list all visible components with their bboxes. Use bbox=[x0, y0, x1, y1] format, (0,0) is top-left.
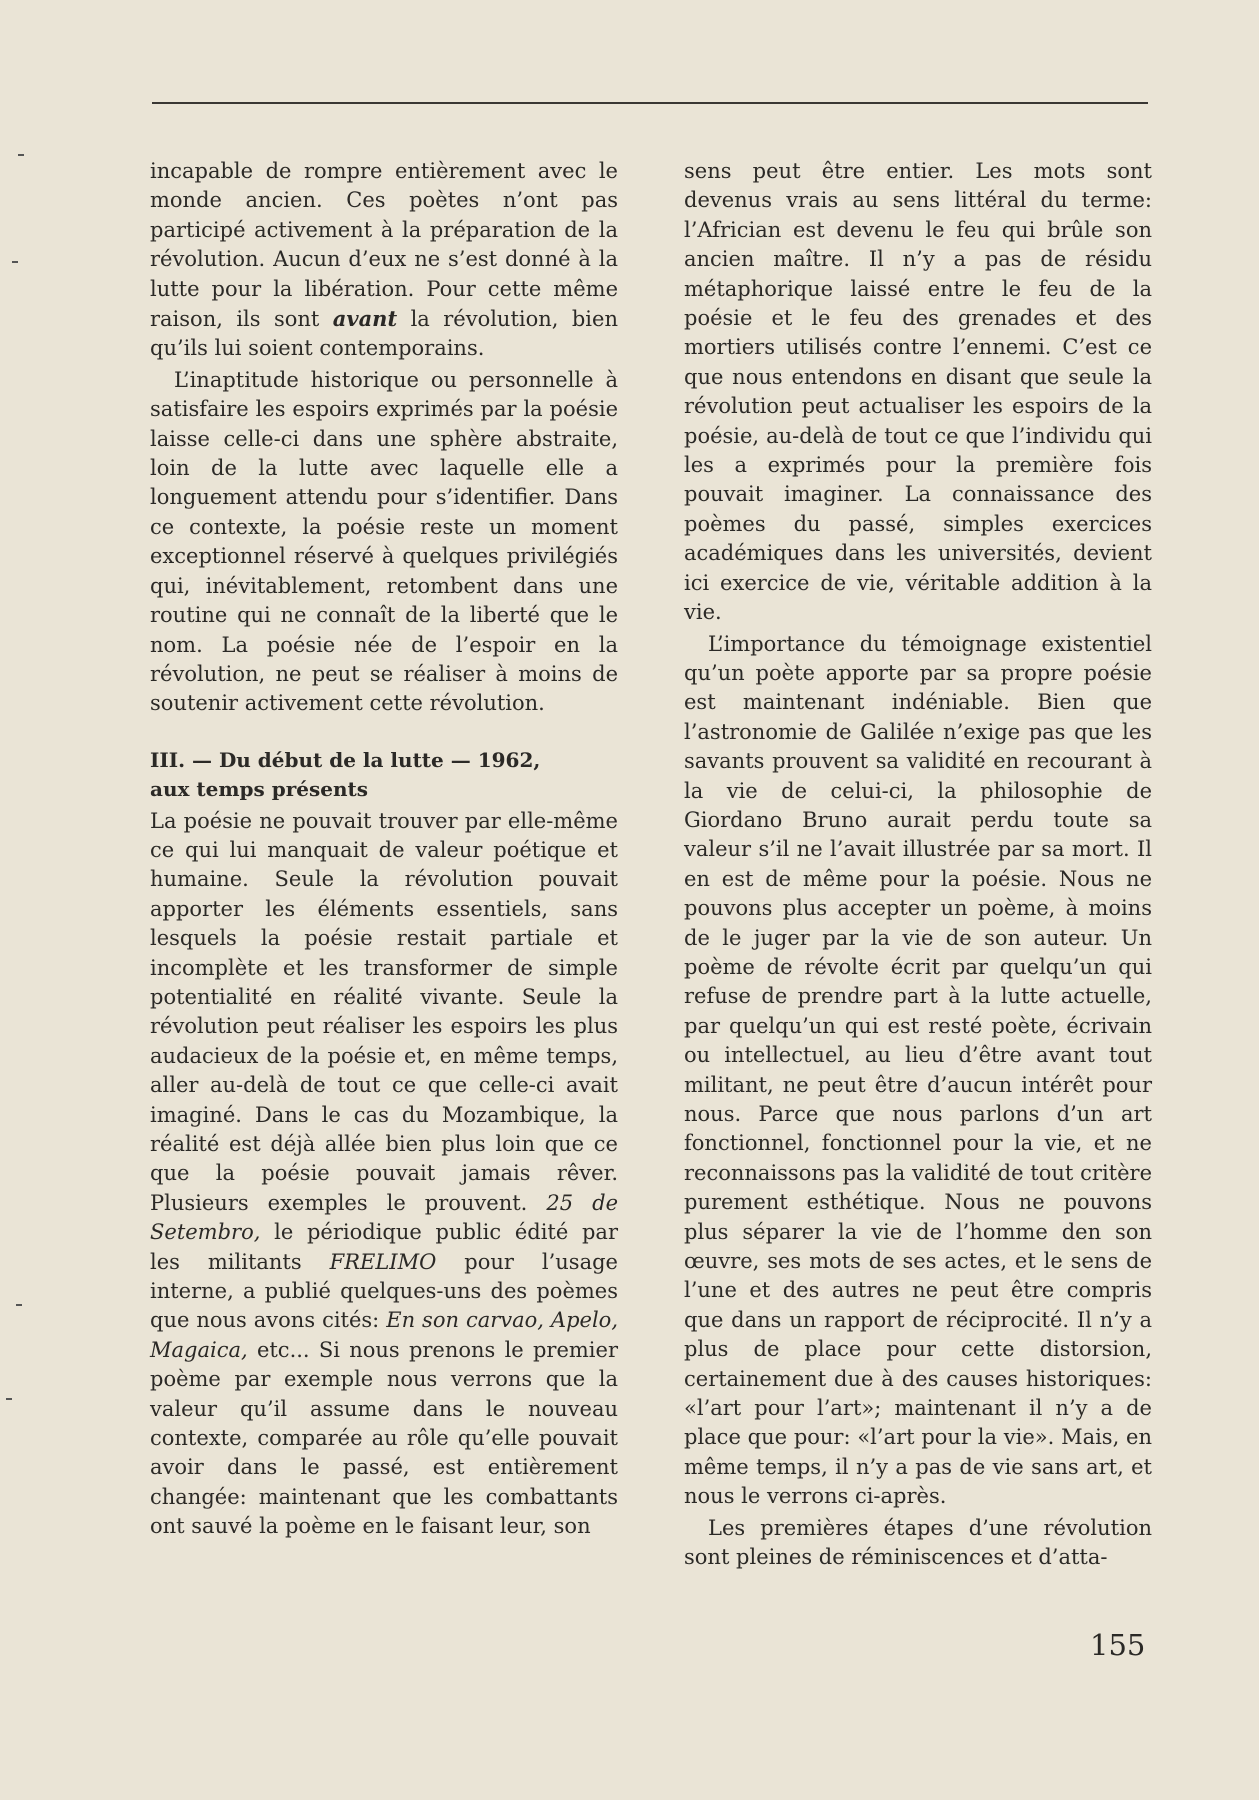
paragraph: incapable de rompre entièrement avec le monde ancien. Ces poètes n’ont pas participé activement à la préparation de la révolution. Aucun d’eux ne s’est donné à la lutte pour la libération. Pour cette même raison, ils sont avant la révolution, bien qu’ils lui soient contemporains. bbox=[150, 159, 618, 361]
emphasis: En son carvao, Apelo, Magaica, bbox=[150, 1308, 618, 1362]
section-heading-line: III. — Du début de la lutte — 1962, bbox=[150, 747, 541, 772]
paragraph: sens peut être entier. Les mots sont devenus vrais au sens littéral du terme: l’Africian est devenu le feu qui brûle son ancien maître. Il n’y a pas de résidu métaphorique laissé entre le feu de la poésie et le feu des grenades et des mortiers utilisés contre l’ennemi. C’est ce que nous entendons en disant que seule la révolution peut actualiser les espoirs de la poésie, au-delà de tout ce que l’individu qui les a exprimés pour la première fois pouvait imaginer. La connaissance des poèmes du passé, simples exercices académiques dans les universités, devient ici exercice de vie, véritable addition à la vie. bbox=[684, 159, 1152, 625]
section-heading bbox=[150, 746, 618, 805]
paragraph: Les premières étapes d’une révolution sont pleines de réminiscences et d’atta- bbox=[684, 1515, 1152, 1570]
header-rule bbox=[152, 102, 1148, 104]
emphasis: 25 de Setembro, bbox=[150, 1190, 618, 1245]
page-number: 155 bbox=[1090, 1628, 1146, 1662]
margin-mark bbox=[12, 261, 18, 263]
margin-mark bbox=[6, 1398, 12, 1400]
paragraph: L’importance du témoignage existentiel qu’un poète apporte par sa propre poésie est maintenant indéniable. Bien que l’astronomie de Galilée n’exige pas que les savants prouvent sa validité en recourant à la vie de celui-ci, la philosophie de Giordano Bruno aurait perdu toute sa valeur s’il ne l’avait illustrée par sa mort. Il en est de même pour la poésie. Nous ne pouvons plus accepter un poème, à moins de le juger par la vie de son auteur. Un poème de révolte écrit par quelqu’un qui refuse de prendre part à la lutte actuelle, par quelqu’un qui est resté poète, écrivain ou intellectuel, au lieu d’être avant tout militant, ne peut être d’aucun intérêt pour nous. Parce que nous parlons d’un art fonctionnel, fonctionnel pour la vie, et ne reconnaissons pas la validité de tout critère purement esthétique. Nous ne pouvons plus séparer la vie de l’homme den son œuvre, ses mots de ses actes, et le sens de l’une et des autres ne peut être compris que dans un rapport de réciprocité. Il n’y a plus de place pour cette distorsion, certainement due à des causes historiques: «l’art pour l’art»; maintenant il n’y a de place que pour: «l’art pour la vie». Mais, en même temps, il n’y a pas de vie sans art, et nous le verrons ci-après. bbox=[684, 631, 1152, 1509]
left-column bbox=[150, 157, 618, 1542]
margin-mark bbox=[16, 1304, 22, 1306]
emphasis: avant bbox=[332, 306, 398, 332]
margin-mark bbox=[18, 154, 24, 156]
section-heading-line: aux temps présents bbox=[150, 777, 368, 802]
paragraph: La poésie ne pouvait trouver par elle-même ce qui lui manquait de valeur poétique et humaine. Seule la révolution pouvait apporter les éléments essentiels, sans lesquels la poésie restait partiale et incomplète et les transformer de simple potentialité en réalité vivante. Seule la révolution peut réaliser les espoirs les plus audacieux de la poésie et, en même temps, aller au-delà de tout ce que celle-ci avait imaginé. Dans le cas du Mozambique, la réalité est déjà allée bien plus loin que ce que la poésie pouvait jamais rêver. Plusieurs exemples le prouvent. 25 de Setembro, le périodique public édité par les militants FRELIMO pour l’usage interne, a publié quelques-uns des poèmes que nous avons cités: En son carvao, Apelo, Magaica, etc... Si nous prenons le premier poème par exemple nous verrons que la valeur qu’il assume dans le nouveau contexte, comparée au rôle qu’elle pouvait avoir dans le passé, est entièrement changée: maintenant que les combattants ont sauvé la poème en le faisant leur, son bbox=[150, 808, 618, 1539]
emphasis: FRELIMO bbox=[329, 1249, 437, 1274]
paragraph: L’inaptitude historique ou personnelle à satisfaire les espoirs exprimés par la poésie laisse celle-ci dans une sphère abstraite, loin de la lutte avec laquelle elle a longuement attendu pour s’identifier. Dans ce contexte, la poésie reste un moment exceptionnel réservé à quelques privilégiés qui, inévitablement, retombent dans une routine qui ne connaît de la liberté que le nom. La poésie née de l’espoir en la révolution, ne peut se réaliser à moins de soutenir activement cette révolution. bbox=[150, 367, 618, 716]
right-column bbox=[684, 157, 1152, 1573]
